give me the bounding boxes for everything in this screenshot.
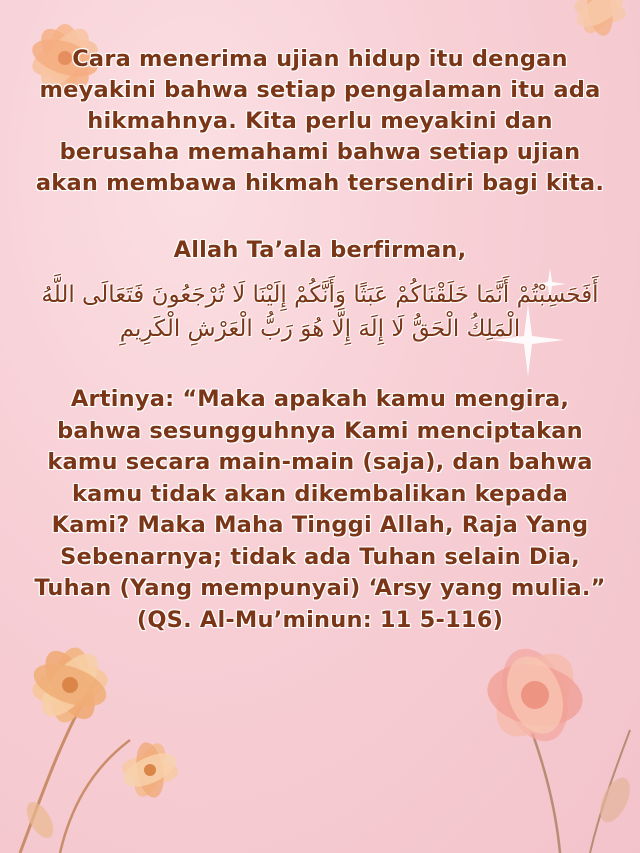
- translation-paragraph: Artinya: “Maka apakah kamu mengira, bahwa sesungguhnya Kami menciptakan kamu secara main-main (saja), dan bahwa kamu tidak akan dikembalikan kepada Kami? Maka Maha Tinggi Allah, Raja Yang Sebenarnya; tidak ada Tuhan selain Dia, Tuhan (Yang mempunyai) ‘Arsy yang mulia.” (QS. Al-Mu’minun: 11 5-116): [34, 386, 606, 633]
- flower-bottom-right: [440, 600, 640, 853]
- firman-label: Allah Ta’ala berfirman,: [173, 237, 467, 263]
- intro-paragraph: Cara menerima ujian hidup itu dengan meyakini bahwa setiap pengalaman itu ada hikmahnya. Kita perlu meyakini dan berusaha memahami bahwa setiap ujian akan membawa hikmah tersendiri bagi kita.: [35, 46, 605, 196]
- arabic-verse: أَفَحَسِبْتُمْ أَنَّمَا خَلَقْنَاكُمْ عَبَثًا وَأَنَّكُمْ إِلَيْنَا لَا تُرْجَعُونَ فَتَعَالَى اللَّهُ الْمَلِكُ الْحَقُّ لَا إِلَهَ إِلَّا هُوَ رَبُّ الْعَرْشِ الْكَرِيمِ: [41, 282, 599, 342]
- post-content: [30, 44, 610, 636]
- flower-bottom-left: [0, 620, 200, 853]
